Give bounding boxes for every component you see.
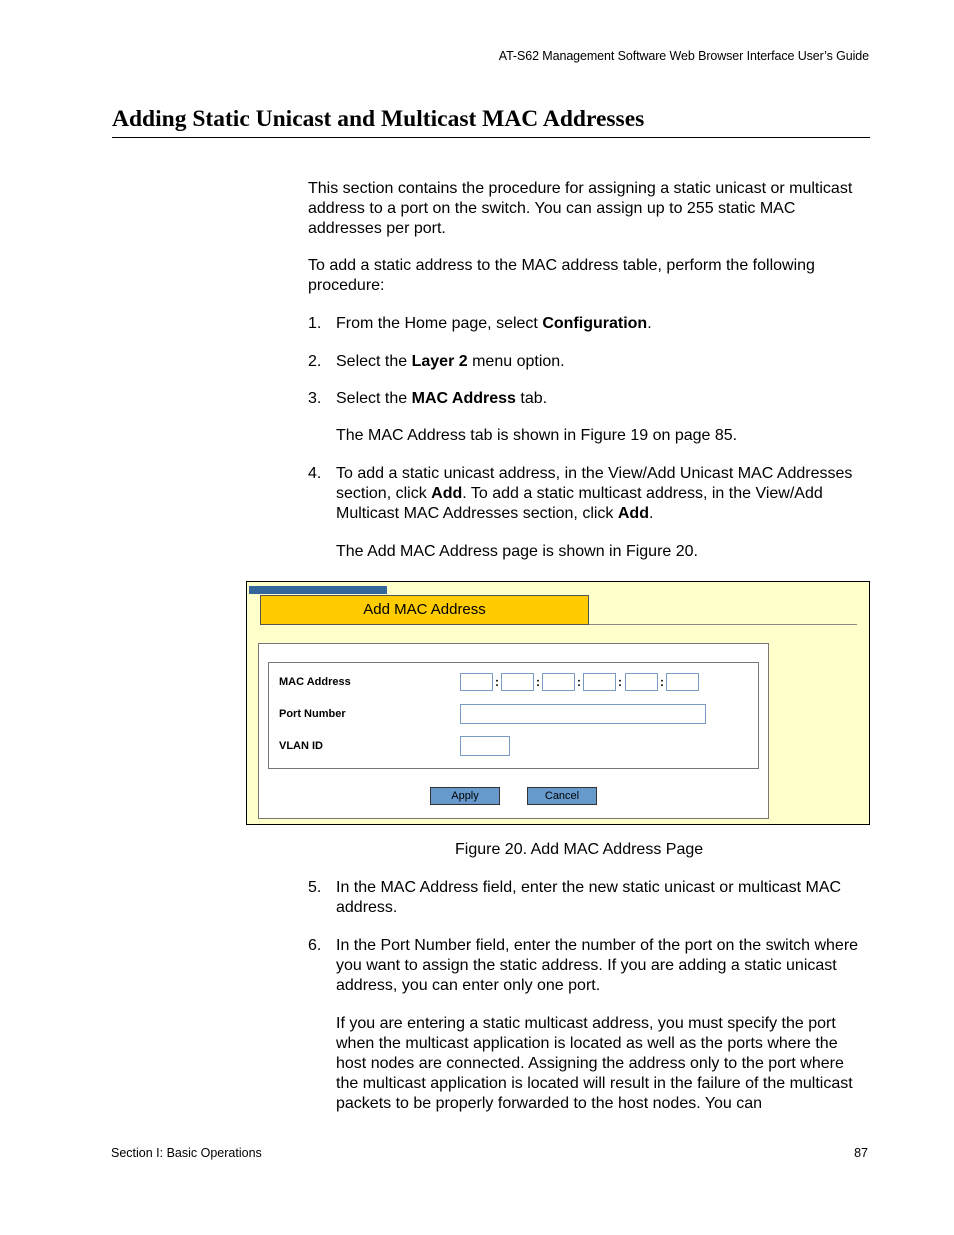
step-number: 3.	[308, 390, 322, 407]
step-text: .	[648, 505, 654, 522]
port-number-input[interactable]	[460, 704, 706, 724]
colon-separator: :	[495, 675, 499, 689]
step-text: . To add a static multicast address, in the View/Add Multicast MAC Addresses section, click	[336, 485, 823, 522]
cancel-button[interactable]: Cancel	[527, 787, 597, 805]
footer-section: Section I: Basic Operations	[111, 1146, 262, 1160]
add-mac-form	[258, 643, 769, 819]
step-text: From the Home page, select	[336, 315, 543, 332]
step-bold: Layer 2	[411, 353, 468, 370]
add-mac-address-figure	[246, 581, 870, 825]
colon-separator: :	[660, 675, 664, 689]
mac-octet-1-input[interactable]	[460, 673, 493, 691]
mac-octet-2-input[interactable]	[501, 673, 534, 691]
step-bold: MAC Address	[411, 390, 516, 407]
mac-octet-3-input[interactable]	[542, 673, 575, 691]
intro-paragraph-2: To add a static address to the MAC address table, perform the following procedure:	[308, 257, 815, 294]
step-3	[308, 389, 870, 409]
page-number: 87	[854, 1146, 868, 1160]
step-3-note: The MAC Address tab is shown in Figure 19 on page 85.	[336, 427, 738, 444]
tab-divider	[589, 624, 857, 625]
step-text: Select the	[336, 390, 412, 407]
apply-button[interactable]: Apply	[430, 787, 500, 805]
step-bold: Add	[617, 505, 649, 522]
step-number: 5.	[308, 879, 322, 896]
form-fields-box	[268, 662, 759, 769]
step-bold: Configuration	[542, 315, 648, 332]
mac-octet-6-input[interactable]	[666, 673, 699, 691]
section-title: Adding Static Unicast and Multicast MAC Addresses	[112, 106, 870, 138]
port-number-label: Port Number	[279, 708, 346, 720]
step-number: 6.	[308, 937, 322, 954]
step-6	[308, 936, 870, 996]
step-number: 4.	[308, 465, 322, 482]
mac-octet-4-input[interactable]	[583, 673, 616, 691]
colon-separator: :	[577, 675, 581, 689]
colon-separator: :	[618, 675, 622, 689]
step-4	[308, 464, 870, 524]
step-2	[308, 352, 870, 372]
running-header: AT-S62 Management Software Web Browser Interface User’s Guide	[498, 49, 869, 63]
mac-octet-5-input[interactable]	[625, 673, 658, 691]
step-text: menu option.	[467, 353, 565, 370]
step-text: Select the	[336, 353, 412, 370]
step-number: 1.	[308, 315, 322, 332]
nav-strip	[249, 586, 387, 594]
tab-add-mac-address[interactable]: Add MAC Address	[260, 595, 589, 625]
step-5	[308, 878, 870, 918]
step-number: 2.	[308, 353, 322, 370]
step-text: .	[647, 315, 652, 332]
step-4-note: The Add MAC Address page is shown in Figure 20.	[336, 543, 698, 560]
colon-separator: :	[536, 675, 540, 689]
step-1	[308, 314, 870, 334]
step-text: In the Port Number field, enter the number of the port on the switch where you want to assign the static address. If you are adding a static unicast address, you can enter only one port.	[336, 937, 859, 994]
step-text: To add a static unicast address, in the View/Add Unicast MAC Addresses section, click	[336, 465, 853, 502]
vlan-id-label: VLAN ID	[279, 740, 323, 752]
step-6-note: If you are entering a static multicast address, you must specify the port when the multicast application is located as well as the ports where the host nodes are connected. Assigning the address only to the port where the multicast application is located will result in the failure of the multicast packets to be properly forwarded to the host nodes. You can	[336, 1015, 853, 1112]
intro-paragraph-1: This section contains the procedure for assigning a static unicast or multicast address to a port on the switch. You can assign up to 255 static MAC addresses per port.	[308, 180, 853, 237]
step-text: tab.	[515, 390, 548, 407]
vlan-id-input[interactable]	[460, 736, 510, 756]
mac-address-label: MAC Address	[279, 676, 351, 688]
step-bold: Add	[431, 485, 463, 502]
figure-caption: Figure 20. Add MAC Address Page	[455, 841, 704, 858]
step-text: In the MAC Address field, enter the new static unicast or multicast MAC address.	[336, 879, 842, 916]
